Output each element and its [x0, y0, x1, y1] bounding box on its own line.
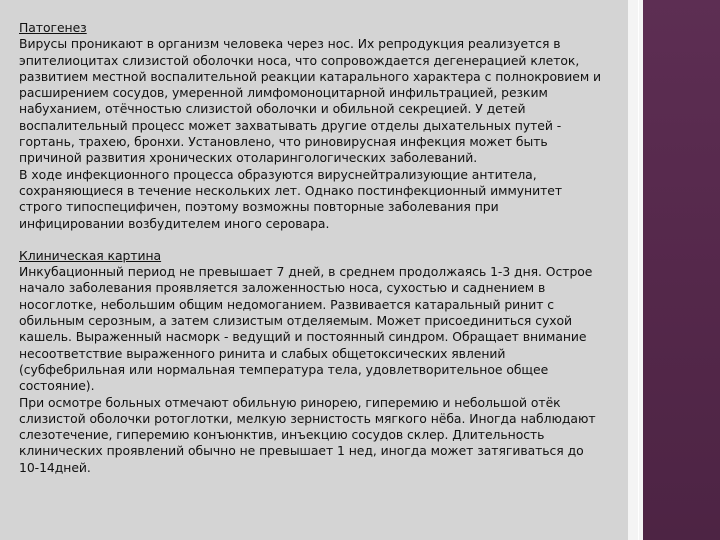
paragraph-line: расширением сосудов, умеренной лимфомоноцитарной инфильтрацией, резким [19, 85, 548, 101]
section-gap [19, 232, 631, 248]
paragraph-line: начало заболевания проявляется заложенностью носа, сухостью и саднением в [19, 280, 546, 296]
paragraph-line: эпителиоцитах слизистой оболочки носа, что сопровождается дегенерацией клеток, [19, 52, 580, 68]
paragraph-line: носоглотке, небольшим общим недомоганием. Развивается катаральный ринит с [19, 296, 555, 312]
paragraph-line: (субфебрильная или нормальная температура тела, удовлетворительное общее [19, 361, 549, 377]
paragraph-line: состояние). [19, 378, 95, 394]
paragraph-line: клинических проявлений обычно не превышает 1 нед, иногда может затягиваться до [19, 443, 584, 459]
text-block [19, 20, 631, 476]
paragraph-line: слезотечение, гиперемию конъюнктив, инъекцию сосудов склер. Длительность [19, 427, 545, 443]
paragraph-line: обильным серозным, а затем слизистым отделяемым. Может присоединиться сухой [19, 313, 573, 329]
gap-strip [628, 0, 643, 540]
paragraph-line: Инкубационный период не превышает 7 дней, в среднем продолжаясь 1-3 дня. Острое [19, 264, 593, 280]
paragraph-line: инфицировании возбудителем иного серовара. [19, 215, 330, 231]
paragraph-line: развитием местной воспалительной реакции катарального характера с полнокровием и [19, 68, 602, 84]
paragraph-line: сохраняющиеся в течение нескольких лет. Однако постинфекционный иммунитет [19, 182, 563, 198]
section-heading-clinical-picture: Клиническая картина [19, 247, 162, 263]
paragraph-line: несоответствие выраженного ринита и слабых общетоксических явлений [19, 345, 506, 361]
paragraph-line: кашель. Выраженный насморк - ведущий и постоянный синдром. Обращает внимание [19, 329, 587, 345]
paragraph-line: строго типоспецифичен, поэтому возможны повторные заболевания при [19, 199, 499, 215]
divider-line [638, 0, 639, 540]
paragraph-line: 10-14дней. [19, 459, 91, 475]
section-heading-pathogenesis: Патогенез [19, 20, 87, 35]
paragraph-line: Вирусы проникают в организм человека через нос. Их репродукция реализуется в [19, 36, 561, 52]
paragraph-line: гортань, трахею, бронхи. Установлено, что риновирусная инфекция может быть [19, 134, 548, 150]
paragraph-line: набуханием, отёчностью слизистой оболочки и обильной секрецией. У детей [19, 101, 526, 117]
paragraph-line: При осмотре больных отмечают обильную ринорею, гиперемию и небольшой отёк [19, 394, 561, 410]
paragraph-line: слизистой оболочки ротоглотки, мелкую зернистость мягкого нёба. Иногда наблюдают [19, 410, 596, 426]
paragraph-line: причиной развития хронических отоларингологических заболеваний. [19, 150, 478, 166]
paragraph-line: воспалительный процесс может захватывать другие отделы дыхательных путей - [19, 117, 562, 133]
decorative-side-bar [643, 0, 720, 540]
paragraph-line: В ходе инфекционного процесса образуются вируснейтрализующие антитела, [19, 166, 537, 182]
